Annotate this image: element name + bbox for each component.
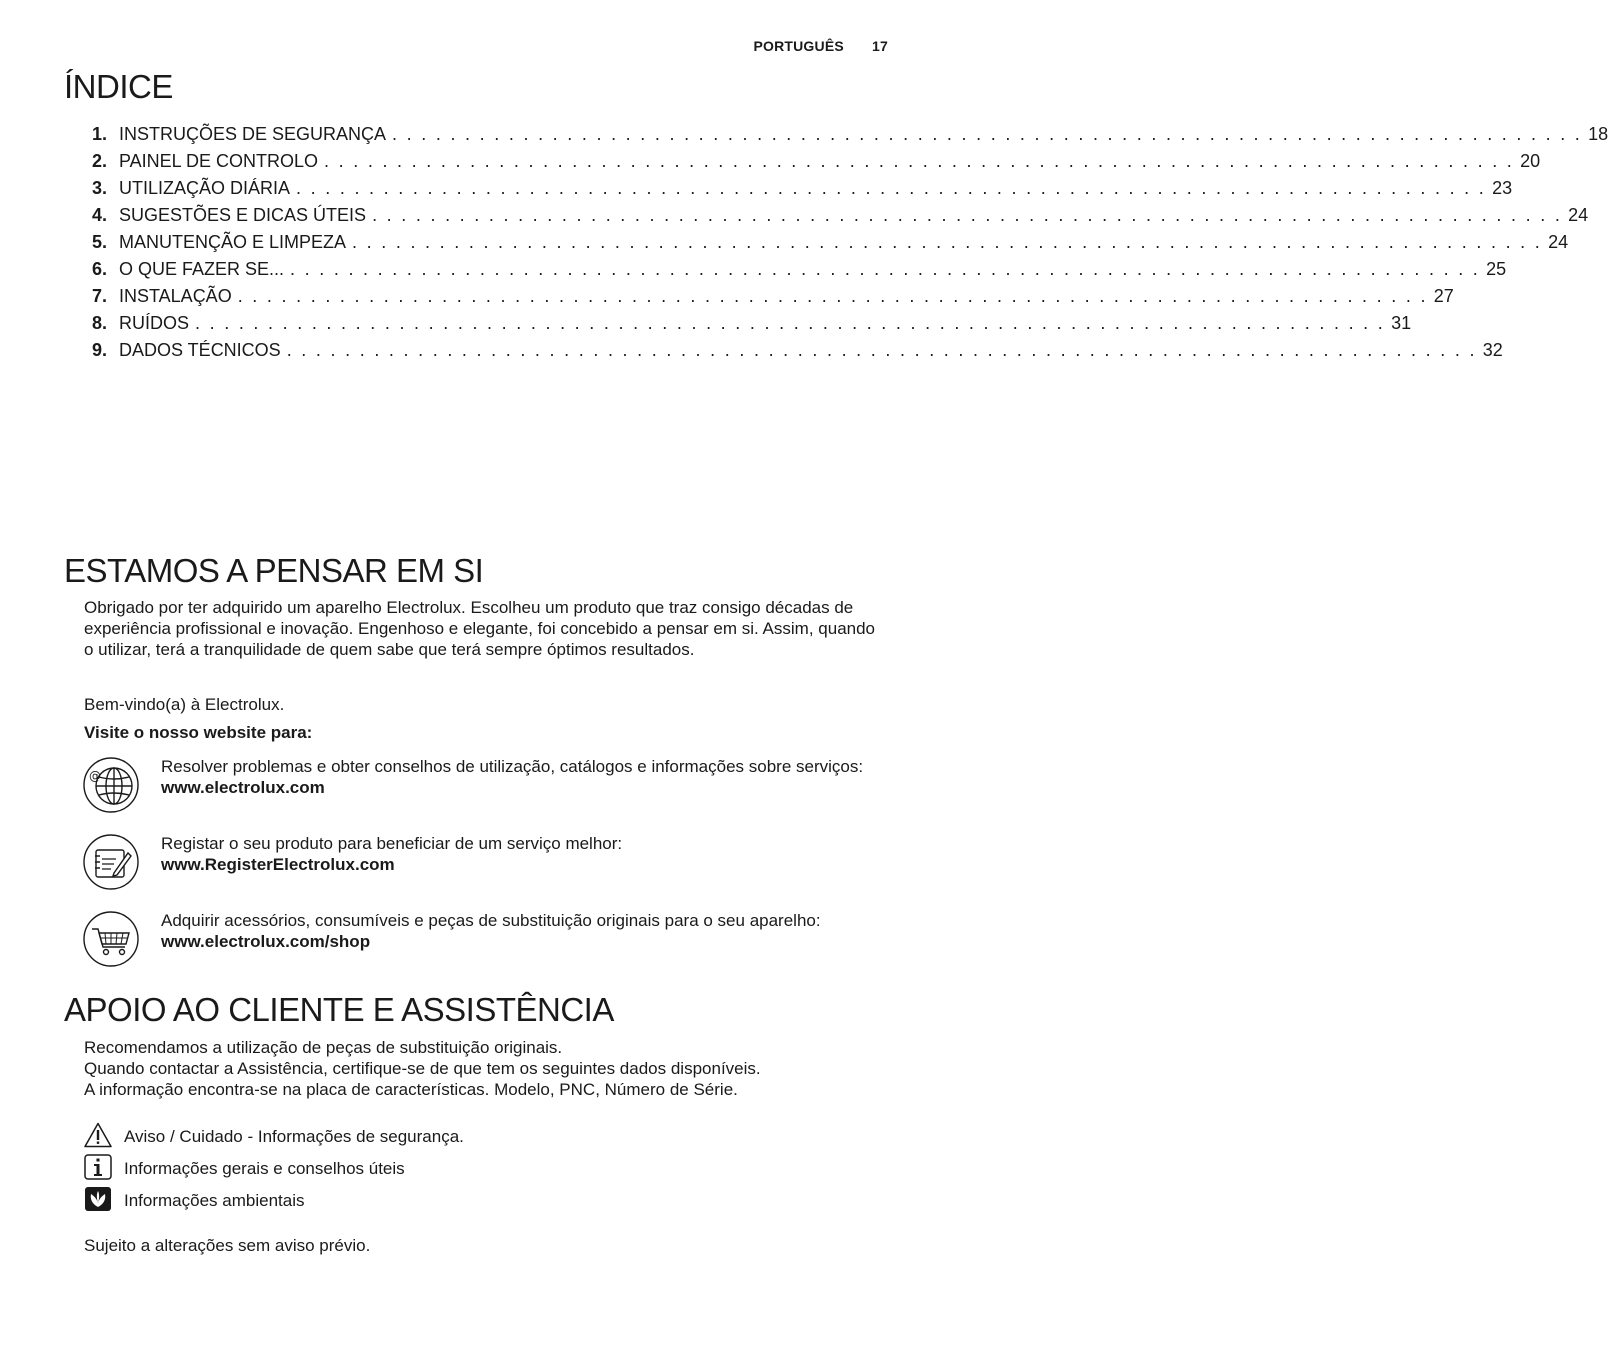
toc-entry-label: INSTALAÇÃO xyxy=(119,286,232,306)
toc-entry-number: 2. xyxy=(92,151,108,171)
section-title-support: APOIO AO CLIENTE E ASSISTÊNCIA xyxy=(64,991,614,1028)
toc-entry-page: 27 xyxy=(1433,286,1454,306)
toc-entry-page: 32 xyxy=(1482,340,1503,360)
service-description: Registar o seu produto para beneficiar de um serviço melhor: xyxy=(161,834,623,853)
toc-entry[interactable] xyxy=(92,205,1589,232)
support-line: Recomendamos a utilização de peças de substituição originais. xyxy=(84,1038,563,1057)
toc-leader-dots: . . . . . . . . . . . . . . . . . . . . . . . . . . . . . . . . . . . . . . . . . . . . . . . . . . . . . . . . . . . . . . . . . . . . . . . . . . . . . . . . . . xyxy=(195,313,1386,333)
toc-entry-number: 4. xyxy=(92,205,108,225)
legend-text: Informações gerais e conselhos úteis xyxy=(124,1159,405,1178)
toc-leader-dots: . . . . . . . . . . . . . . . . . . . . . . . . . . . . . . . . . . . . . . . . . . . . . . . . . . . . . . . . . . . . . . . . . . . . . . . . . . . . . . . . . . xyxy=(392,124,1583,144)
toc-entry-number: 9. xyxy=(92,340,108,360)
toc-entry[interactable] xyxy=(92,286,1454,313)
toc-entry-page: 24 xyxy=(1548,232,1569,252)
toc-entry-number: 7. xyxy=(92,286,108,306)
toc-entry-label: RUÍDOS xyxy=(119,313,190,333)
support-line: Quando contactar a Assistência, certifique-se de que tem os seguintes dados disponíveis. xyxy=(84,1059,761,1078)
svg-text:@: @ xyxy=(89,769,101,783)
toc-entry[interactable] xyxy=(92,151,1541,178)
service-description: Resolver problemas e obter conselhos de utilização, catálogos e informações sobre serviços: xyxy=(161,757,864,776)
section-title-thinking: ESTAMOS A PENSAR EM SI xyxy=(64,552,484,589)
intro-paragraph: Obrigado por ter adquirido um aparelho Electrolux. Escolheu um produto que traz consigo décadas de experiência profissional e inovação. Engenhoso e elegante, foi concebido a pensar em si. Assim, quando o utilizar, terá a tranquilidade de quem sabe que terá sempre óptimos resultados. xyxy=(84,598,876,659)
warning-triangle-icon xyxy=(84,1122,112,1148)
toc-entry-label: O QUE FAZER SE... xyxy=(119,259,285,279)
toc-entry-label: MANUTENÇÃO E LIMPEZA xyxy=(119,232,347,252)
toc-entry[interactable] xyxy=(92,340,1503,367)
toc-entry-label: PAINEL DE CONTROLO xyxy=(119,151,319,171)
toc-entry[interactable] xyxy=(92,259,1507,286)
table-of-contents xyxy=(92,124,1608,367)
service-link-electrolux[interactable]: www.electrolux.com xyxy=(161,778,325,797)
toc-leader-dots: . . . . . . . . . . . . . . . . . . . . . . . . . . . . . . . . . . . . . . . . . . . . . . . . . . . . . . . . . . . . . . . . . . . . . . . . . . . . . . . . . . xyxy=(352,232,1543,252)
environment-icon xyxy=(84,1186,112,1212)
toc-entry-page: 31 xyxy=(1391,313,1412,333)
toc-entry-page: 20 xyxy=(1520,151,1541,171)
toc-entry-page: 23 xyxy=(1492,178,1513,198)
toc-leader-dots: . . . . . . . . . . . . . . . . . . . . . . . . . . . . . . . . . . . . . . . . . . . . . . . . . . . . . . . . . . . . . . . . . . . . . . . . . . . . . . . . . . xyxy=(372,205,1563,225)
legend-text: Aviso / Cuidado - Informações de segurança. xyxy=(124,1127,464,1146)
welcome-text: Bem-vindo(a) à Electrolux. xyxy=(84,695,285,714)
support-paragraph xyxy=(84,1037,884,1100)
shopping-cart-icon xyxy=(82,910,140,968)
toc-leader-dots: . . . . . . . . . . . . . . . . . . . . . . . . . . . . . . . . . . . . . . . . . . . . . . . . . . . . . . . . . . . . . . . . . . . . . . . . . . . . . . . . . . xyxy=(290,259,1481,279)
support-line: A informação encontra-se na placa de características. Modelo, PNC, Número de Série. xyxy=(84,1080,738,1099)
toc-entry-label: INSTRUÇÕES DE SEGURANÇA xyxy=(119,124,387,144)
web-globe-icon xyxy=(82,756,140,814)
toc-title: ÍNDICE xyxy=(64,68,173,105)
toc-entry[interactable] xyxy=(92,124,1608,151)
service-description: Adquirir acessórios, consumíveis e peças de substituição originais para o seu aparelho: xyxy=(161,911,821,930)
visit-website-label: Visite o nosso website para: xyxy=(84,723,313,742)
legend-item-environment xyxy=(84,1186,784,1214)
toc-entry-number: 8. xyxy=(92,313,108,333)
service-link-shop[interactable]: www.electrolux.com/shop xyxy=(161,932,371,951)
toc-entry-number: 5. xyxy=(92,232,108,252)
toc-entry-number: 3. xyxy=(92,178,108,198)
toc-entry-number: 1. xyxy=(92,124,108,144)
toc-leader-dots: . . . . . . . . . . . . . . . . . . . . . . . . . . . . . . . . . . . . . . . . . . . . . . . . . . . . . . . . . . . . . . . . . . . . . . . . . . . . . . . . . . xyxy=(286,340,1477,360)
toc-entry-page: 25 xyxy=(1486,259,1507,279)
toc-entry-page: 24 xyxy=(1568,205,1589,225)
toc-entry-number: 6. xyxy=(92,259,108,279)
toc-entry-page: 18 xyxy=(1588,124,1608,144)
info-icon xyxy=(84,1154,112,1180)
toc-leader-dots: . . . . . . . . . . . . . . . . . . . . . . . . . . . . . . . . . . . . . . . . . . . . . . . . . . . . . . . . . . . . . . . . . . . . . . . . . . . . . . . . . . xyxy=(237,286,1428,306)
service-link-register[interactable]: www.RegisterElectrolux.com xyxy=(161,855,395,874)
toc-entry-label: DADOS TÉCNICOS xyxy=(119,340,281,360)
header-page-number: 17 xyxy=(872,38,888,54)
toc-entry[interactable] xyxy=(92,232,1569,259)
toc-entry[interactable] xyxy=(92,313,1412,340)
footnote: Sujeito a alterações sem aviso prévio. xyxy=(84,1236,371,1255)
toc-entry-label: UTILIZAÇÃO DIÁRIA xyxy=(119,178,291,198)
toc-leader-dots: . . . . . . . . . . . . . . . . . . . . . . . . . . . . . . . . . . . . . . . . . . . . . . . . . . . . . . . . . . . . . . . . . . . . . . . . . . . . . . . . . . xyxy=(296,178,1487,198)
register-form-icon xyxy=(82,833,140,891)
page-header xyxy=(753,38,888,54)
legend-item-info xyxy=(84,1154,784,1182)
toc-entry-label: SUGESTÕES E DICAS ÚTEIS xyxy=(119,205,367,225)
toc-entry[interactable] xyxy=(92,178,1513,205)
header-language: PORTUGUÊS xyxy=(753,38,844,54)
legend-text: Informações ambientais xyxy=(124,1191,305,1210)
toc-leader-dots: . . . . . . . . . . . . . . . . . . . . . . . . . . . . . . . . . . . . . . . . . . . . . . . . . . . . . . . . . . . . . . . . . . . . . . . . . . . . . . . . . . xyxy=(324,151,1515,171)
legend-item-warning xyxy=(84,1122,784,1150)
